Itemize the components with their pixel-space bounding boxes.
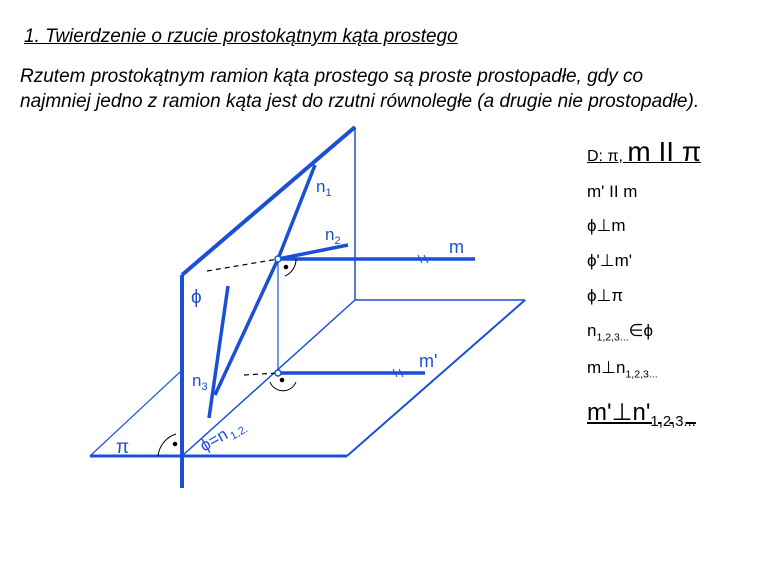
note-line-5: $n_{1,2,3...}\in\phi$ — [587, 321, 654, 344]
note-line-2: ϕ⊥m — [587, 216, 626, 235]
vertex-point — [275, 256, 281, 262]
given-main: m II π — [627, 136, 702, 167]
conclusion: $m'\perp n'_{1,2,3...}$ — [587, 399, 696, 430]
label-n2: $n_2$ — [325, 225, 341, 247]
angle-dot-top — [284, 265, 288, 269]
label-pi: π — [116, 437, 130, 458]
plane-phi-top-edge — [182, 127, 355, 275]
angle-dot-base — [173, 442, 177, 446]
label-phi-trace: $\phi=n_{1,2.}$ — [196, 423, 251, 456]
page-title: 1. Twierdzenie o rzucie prostokątnym kąta prostego — [24, 26, 458, 47]
label-n3: $n_3$ — [192, 371, 208, 393]
note-line-4: ϕ⊥π — [587, 286, 624, 305]
line-n3 — [209, 286, 228, 418]
vertex-point-projection — [275, 370, 281, 376]
given-statement — [587, 136, 701, 168]
dashed-m-back — [207, 259, 278, 271]
label-phi: ϕ — [191, 287, 202, 308]
label-m-prime: m' — [419, 351, 438, 371]
plane-pi-left-edge — [90, 372, 180, 456]
theorem-statement: Rzutem prostokątnym ramion kąta prostego są proste prostopadłe, gdy co najmniej jedno z ramion kąta jest do rzutni równoległe (a drugie nie prostopadłe). — [20, 66, 700, 112]
note-line-3: ϕ'⊥m' — [587, 251, 632, 270]
label-m: m — [449, 237, 464, 257]
note-line-6: $m\perp n_{1,2,3...}$ — [587, 358, 658, 381]
angle-arc-mid — [270, 382, 296, 391]
plane-pi-right-edge — [347, 300, 525, 456]
given-prefix: D: π, — [587, 148, 623, 165]
note-line-1: m' II m — [587, 182, 638, 201]
angle-dot-mid — [280, 378, 284, 382]
plane-pi — [90, 300, 525, 456]
label-n1: $n_1$ — [316, 177, 332, 199]
line-n2 — [278, 245, 348, 259]
